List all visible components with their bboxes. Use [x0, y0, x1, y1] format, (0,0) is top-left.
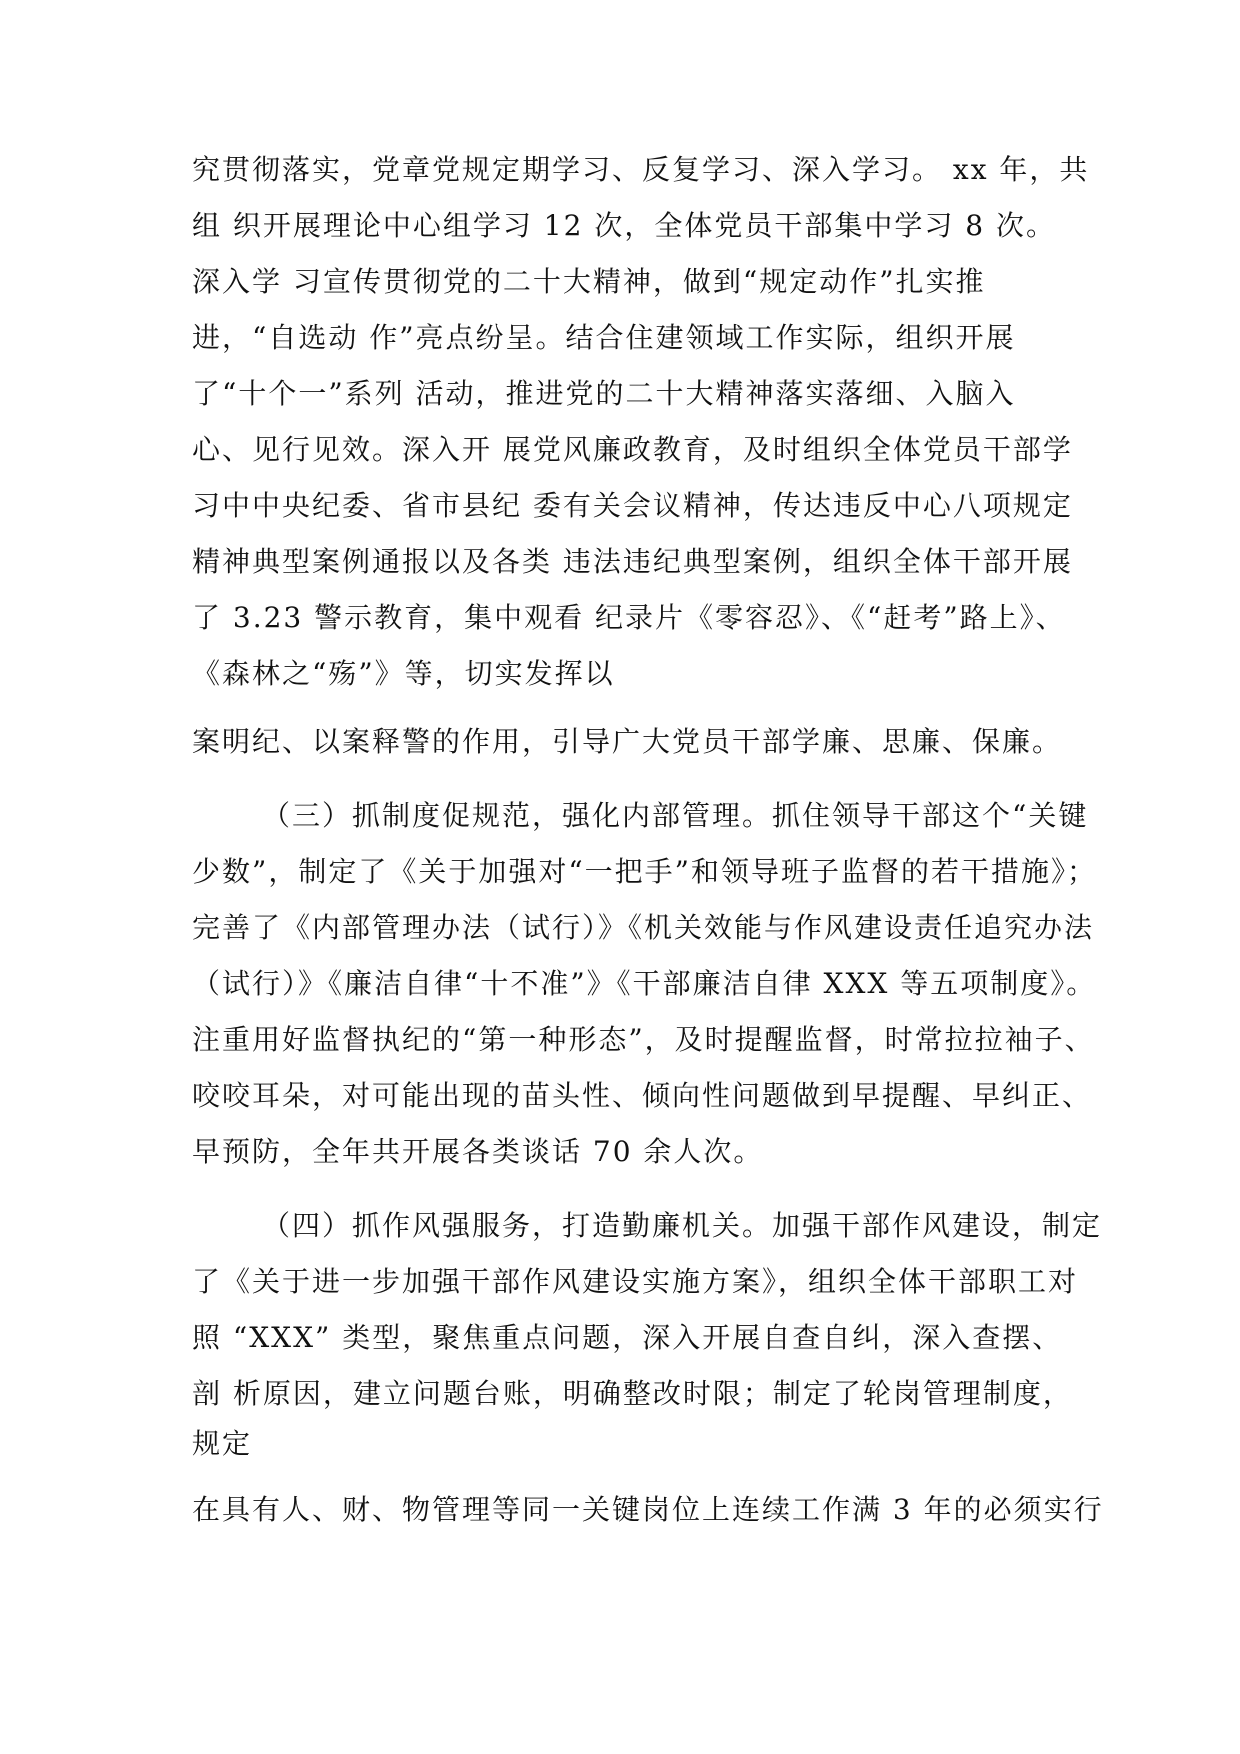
text-line: 在具有人、财、物管理等同一关键岗位上连续工作满 3 年的必须实行 [192, 1493, 1104, 1526]
text-line: 咬咬耳朵，对可能出现的苗头性、倾向性问题做到早提醒、早纠正、 [192, 1079, 1093, 1112]
text-line: 组 织开展理论中心组学习 12 次，全体党员干部集中学习 8 次。 [192, 209, 1056, 242]
section-three-heading: （三）抓制度促规范，强化内部管理。抓住领导干部这个“关键 [262, 799, 1089, 832]
text-line: 心、见行见效。深入开 展党风廉政教育，及时组织全体党员干部学 [192, 433, 1073, 466]
text-line: 剖 析原因，建立问题台账，明确整改时限；制定了轮岗管理制度， [192, 1377, 1073, 1410]
text-line: 深入学 习宣传贯彻党的二十大精神，做到“规定动作”扎实推 [192, 265, 986, 298]
section-four-heading: （四）抓作风强服务，打造勤廉机关。加强干部作风建设，制定 [262, 1209, 1103, 1242]
text-line: 规定 [192, 1427, 253, 1460]
text-line: 了《关于进一步加强干部作风建设实施方案》，组织全体干部职工对 [192, 1265, 1079, 1298]
text-line: 完善了《内部管理办法（试行）》《机关效能与作风建设责任追究办法 [192, 911, 1095, 944]
text-line: 精神典型案例通报以及各类 违法违纪典型案例，组织全体干部开展 [192, 545, 1073, 578]
text-line: 习中中央纪委、省市县纪 委有关会议精神，传达违反中心八项规定 [192, 489, 1073, 522]
text-line: 少数”，制定了《关于加强对“一把手”和领导班子监督的若干措施》； [192, 855, 1097, 888]
text-line: （试行）》《廉洁自律“十不准”》《干部廉洁自律 XXX 等五项制度》。 [192, 967, 1097, 1000]
text-line: 《森林之“殇”》等，切实发挥以 [192, 657, 615, 690]
text-line: 了 3.23 警示教育，集中观看 纪录片《零容忍》、《“赶考”路上》、 [192, 601, 1066, 634]
text-line: 早预防，全年共开展各类谈话 70 余人次。 [192, 1135, 764, 1168]
text-line: 照 “XXX” 类型，聚焦重点问题，深入开展自查自纠，深入查摆、 [192, 1321, 1063, 1354]
text-line: 注重用好监督执纪的“第一种形态”，及时提醒监督，时常拉拉袖子、 [192, 1023, 1095, 1056]
text-line: 案明纪、以案释警的作用，引导广大党员干部学廉、思廉、保廉。 [192, 725, 1063, 758]
text-line: 进，“自选动 作”亮点纷呈。结合住建领域工作实际，组织开展 [192, 321, 1016, 354]
text-line: 究贯彻落实，党章党规定期学习、反复学习、深入学习。 xx 年，共 [192, 153, 1090, 186]
text-line: 了“十个一”系列 活动，推进党的二十大精神落实落细、入脑入 [192, 377, 1016, 410]
